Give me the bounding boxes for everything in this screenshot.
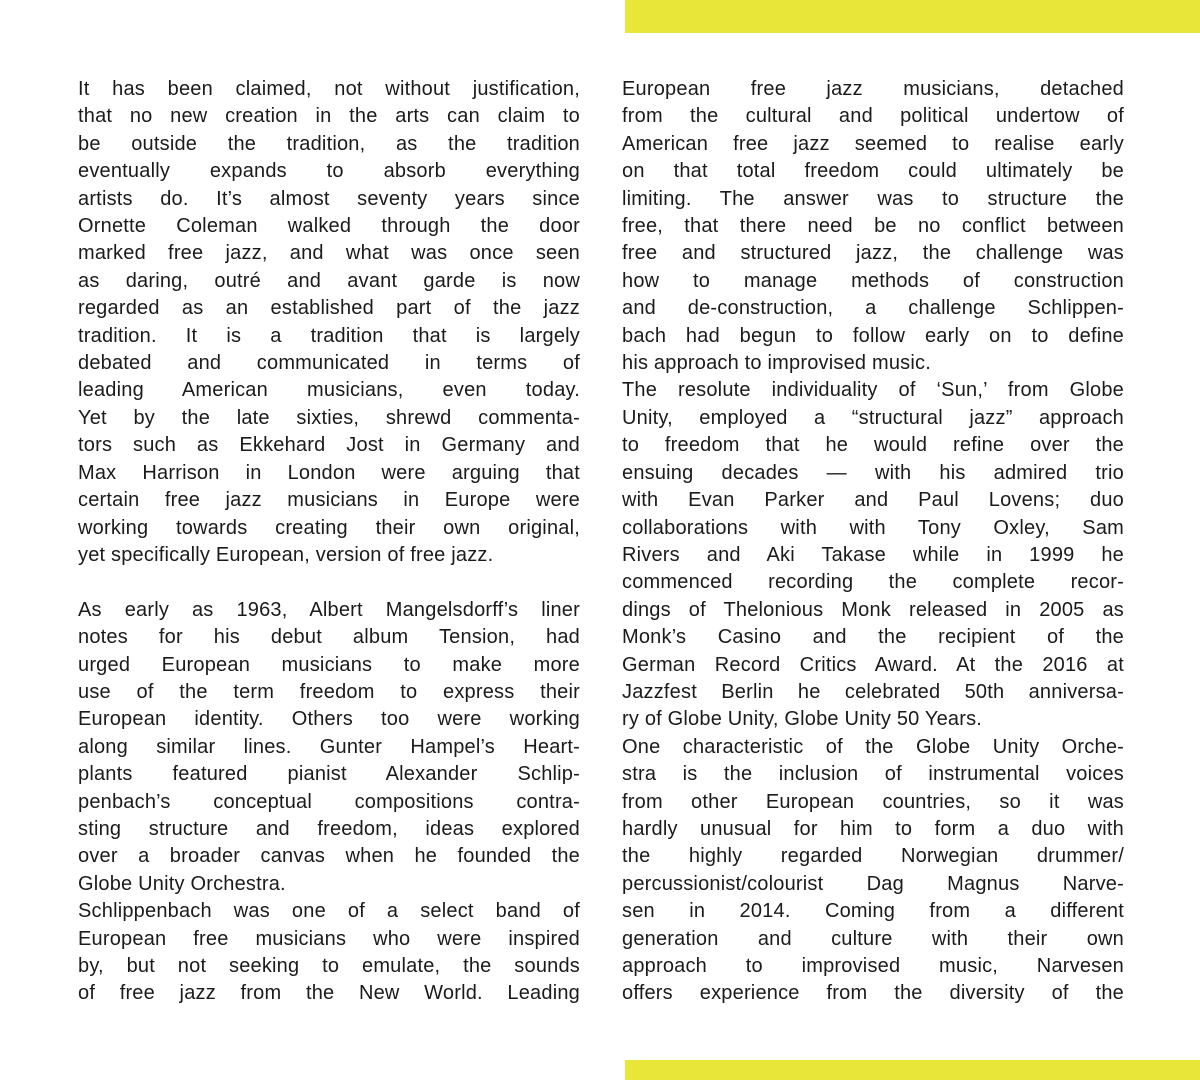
right-column (622, 76, 1124, 1008)
text-line: notes for his debut album Tension, had (78, 626, 580, 649)
text-line: European identity. Others too were working (78, 708, 580, 731)
text-line: urged European musicians to make more (78, 653, 580, 676)
text-line: bach had begun to follow early on to define (622, 324, 1124, 347)
text-line: stra is the inclusion of instrumental voices (622, 763, 1124, 786)
text-line: percussionist/colourist Dag Magnus Narve- (622, 872, 1124, 895)
text-line: from other European countries, so it was (622, 790, 1124, 813)
text-line: be outside the tradition, as the tradition (78, 132, 580, 155)
text-line: artists do. It’s almost seventy years since (78, 187, 580, 210)
text-line: European free jazz musicians, detached (622, 78, 1124, 100)
text-line: yet specifically European, version of free jazz. (78, 543, 494, 566)
text-line: over a broader canvas when he founded the (78, 845, 580, 868)
text-line: free, that there need be no conflict between (622, 215, 1124, 238)
text-line: his approach to improvised music. (622, 352, 931, 375)
text-line: European free musicians who were inspired (78, 927, 580, 950)
text-columns (78, 76, 1124, 1008)
text-line: on that total freedom could ultimately be (622, 160, 1124, 183)
text-line: Unity, employed a “structural jazz” approach (622, 406, 1124, 429)
text-line: of free jazz from the New World. Leading (78, 982, 580, 1005)
text-line: the highly regarded Norwegian drummer/ (622, 845, 1124, 868)
text-line: working towards creating their own original, (78, 516, 580, 539)
left-column (78, 76, 580, 1008)
text-line: ry of Globe Unity, Globe Unity 50 Years. (622, 708, 983, 731)
text-line: collaborations with with Tony Oxley, Sam (622, 516, 1124, 539)
text-line: marked free jazz, and what was once seen (78, 242, 580, 265)
text-line: as daring, outré and avant garde is now (78, 269, 580, 292)
text-line: free and structured jazz, the challenge was (622, 242, 1124, 265)
text-line: German Record Critics Award. At the 2016 at (622, 653, 1124, 676)
text-line: The resolute individuality of ‘Sun,’ from Globe (622, 379, 1124, 402)
text-line: Ornette Coleman walked through the door (78, 215, 580, 238)
text-line: approach to improvised music, Narvesen (622, 955, 1124, 977)
text-line: with Evan Parker and Paul Lovens; duo (622, 489, 1124, 512)
text-line: Rivers and Aki Takase while in 1999 he (622, 543, 1124, 566)
text-line: sen in 2014. Coming from a different (622, 900, 1124, 923)
text-line: offers experience from the diversity of the (622, 982, 1124, 1005)
text-line: use of the term freedom to express their (78, 680, 580, 703)
bottom-accent-bar (625, 1060, 1200, 1080)
text-line: American free jazz seemed to realise early (622, 132, 1124, 155)
text-line: and de-construction, a challenge Schlippen- (622, 297, 1124, 320)
text-line: commenced recording the complete recor- (622, 571, 1124, 594)
text-line: to freedom that he would refine over the (622, 434, 1124, 457)
text-line: tradition. It is a tradition that is largely (78, 324, 580, 347)
text-line: from the cultural and political undertow of (622, 105, 1124, 128)
text-line: Globe Unity Orchestra. (78, 872, 286, 895)
text-line: Schlippenbach was one of a select band of (78, 900, 580, 923)
text-line: Max Harrison in London were arguing that (78, 461, 580, 484)
text-line: One characteristic of the Globe Unity Orche- (622, 735, 1124, 758)
text-line: As early as 1963, Albert Mangelsdorff’s liner (78, 598, 580, 621)
text-line: hardly unusual for him to form a duo with (622, 817, 1124, 840)
text-line: leading American musicians, even today. (78, 379, 580, 402)
text-line: dings of Thelonious Monk released in 2005 as (622, 598, 1124, 621)
text-line: Monk’s Casino and the recipient of the (622, 626, 1124, 649)
text-line: along similar lines. Gunter Hampel’s Heart- (78, 735, 580, 758)
text-line: how to manage methods of construction (622, 269, 1124, 292)
text-line: tors such as Ekkehard Jost in Germany and (78, 434, 580, 457)
text-line: eventually expands to absorb everything (78, 160, 580, 183)
text-line: Yet by the late sixties, shrewd commenta- (78, 406, 580, 429)
text-line: ensuing decades — with his admired trio (622, 461, 1124, 484)
text-line: debated and communicated in terms of (78, 352, 580, 375)
text-line: Jazzfest Berlin he celebrated 50th anniversa- (622, 680, 1124, 703)
text-line: by, but not seeking to emulate, the sounds (78, 954, 580, 977)
text-line: limiting. The answer was to structure the (622, 187, 1124, 210)
text-line: certain free jazz musicians in Europe were (78, 489, 580, 512)
text-line: regarded as an established part of the jazz (78, 297, 580, 320)
text-line: plants featured pianist Alexander Schlip- (78, 763, 580, 786)
text-line: It has been claimed, not without justification, (78, 78, 580, 100)
text-line: that no new creation in the arts can claim to (78, 105, 580, 128)
text-line: sting structure and freedom, ideas explored (78, 817, 580, 840)
text-line: penbach’s conceptual compositions contra- (78, 790, 580, 813)
text-line: generation and culture with their own (622, 927, 1124, 950)
top-accent-bar (625, 0, 1200, 33)
